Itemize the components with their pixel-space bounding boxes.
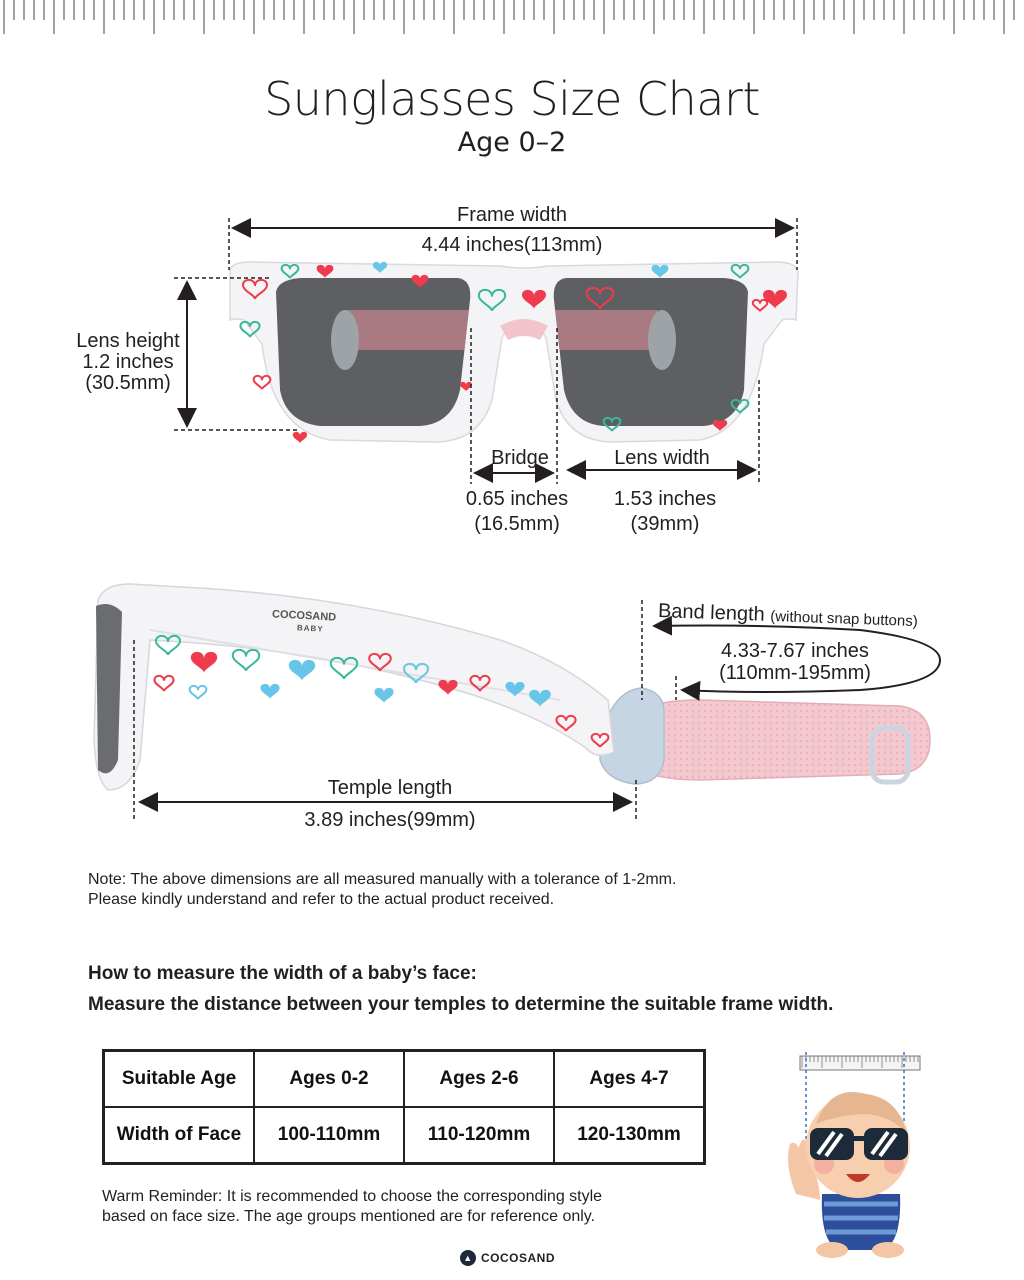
band-length-inches: 4.33-7.67 inches	[721, 640, 869, 662]
note-line-2: Please kindly understand and refer to the actual product received.	[88, 891, 555, 908]
footer-brand-text: COCOSAND	[481, 1251, 556, 1265]
bridge-mm: (16.5mm)	[474, 513, 560, 535]
how-to-measure	[88, 958, 833, 1020]
warm-reminder	[102, 1187, 602, 1227]
how-to-heading: How to measure the width of a baby’s face:	[88, 963, 477, 984]
frame-width-value: 4.44 inches(113mm)	[421, 234, 603, 256]
table-cell: 100-110mm	[254, 1107, 404, 1164]
footer-brand	[460, 1250, 555, 1266]
sunglasses-side	[94, 584, 614, 790]
ruler-graphic	[0, 0, 1024, 42]
elastic-band	[600, 688, 930, 784]
baby-measuring-illustration	[770, 1044, 930, 1260]
table-row	[104, 1051, 705, 1108]
reminder-line-2: based on face size. The age groups mentioned are for reference only.	[102, 1208, 596, 1225]
temple-brand-subtext: BABY	[296, 623, 324, 634]
lens-width-label: Lens width	[614, 447, 710, 469]
frame-width-label: Frame width	[456, 204, 568, 226]
table-cell: Ages 4-7	[554, 1051, 705, 1108]
temple-brand-text: COCOSAND	[271, 608, 337, 624]
lens-width-mm: (39mm)	[630, 513, 700, 535]
table-header-cell: Width of Face	[104, 1107, 255, 1164]
table-row	[104, 1107, 705, 1164]
palm-tree-logo-icon: ▲	[460, 1250, 476, 1266]
lens-width-inches: 1.53 inches	[613, 488, 717, 510]
lens-height-label: Lens height	[76, 330, 180, 352]
table-header-cell: Suitable Age	[104, 1051, 255, 1108]
lens-height-inches: 1.2 inches	[82, 351, 174, 373]
table-cell: 120-130mm	[554, 1107, 705, 1164]
measurement-note	[88, 870, 676, 910]
page-subtitle: Age 0–2	[457, 127, 567, 158]
table-cell: Ages 2-6	[404, 1051, 554, 1108]
band-length-title: Band length	[657, 600, 766, 626]
size-table	[102, 1049, 706, 1165]
band-length-note: (without snap buttons)	[769, 607, 919, 631]
bridge-inches: 0.65 inches	[465, 488, 569, 510]
table-cell: 110-120mm	[404, 1107, 554, 1164]
how-to-instruction: Measure the distance between your temples to determine the suitable frame width.	[88, 994, 834, 1015]
page-title: Sunglasses Size Chart	[264, 72, 760, 126]
table-cell: Ages 0-2	[254, 1051, 404, 1108]
sunglasses-front	[230, 262, 798, 442]
temple-length-label: Temple length	[327, 777, 453, 799]
reminder-line-1: Warm Reminder: It is recommended to choose the corresponding style	[102, 1188, 603, 1205]
note-line-1: Note: The above dimensions are all measured manually with a tolerance of 1-2mm.	[88, 871, 677, 888]
bridge-label: Bridge	[491, 447, 549, 469]
temple-length-value: 3.89 inches(99mm)	[304, 809, 476, 831]
band-length-mm: (110mm-195mm)	[719, 662, 871, 684]
lens-height-mm: (30.5mm)	[85, 372, 171, 394]
